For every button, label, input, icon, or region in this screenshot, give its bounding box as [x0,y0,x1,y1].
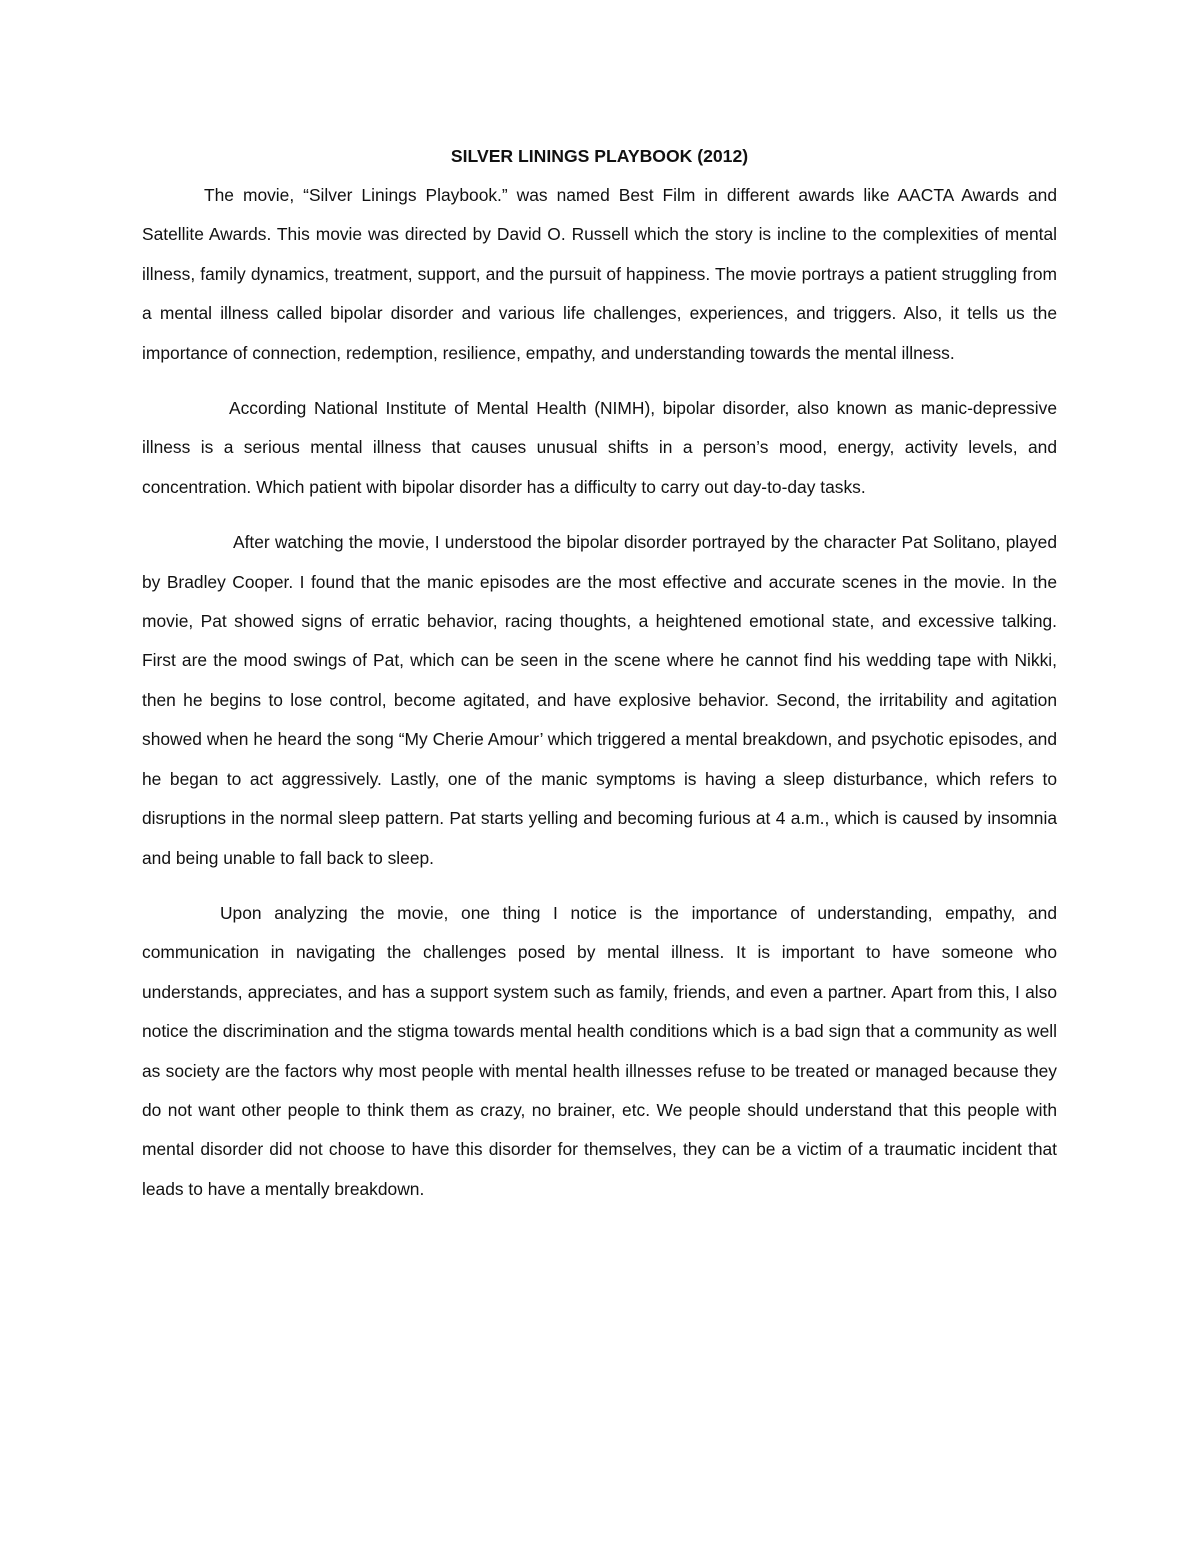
paragraph-analysis: After watching the movie, I understood the bipolar disorder portrayed by the character Pat Solitano, played by Bradley Cooper. I found that the manic episodes are the most effective and accurate scenes in the movie. In the movie, Pat showed signs of erratic behavior, racing thoughts, a heightened emotional state, and excessive talking. First are the mood swings of Pat, which can be seen in the scene where he cannot find his wedding tape with Nikki, then he begins to lose control, become agitated, and have explosive behavior. Second, the irritability and agitation showed when he heard the song “My Cherie Amour’ which triggered a mental breakdown, and psychotic episodes, and he began to act aggressively. Lastly, one of the manic symptoms is having a sleep disturbance, which refers to disruptions in the normal sleep pattern. Pat starts yelling and becoming furious at 4 a.m., which is caused by insomnia and being unable to fall back to sleep. [142,532,1057,868]
document-body [142,137,1057,1209]
document-title: SILVER LININGS PLAYBOOK (2012) [450,146,749,166]
paragraph-introduction: The movie, “Silver Linings Playbook.” was named Best Film in different awards like AACTA Awards and Satellite Awards. This movie was directed by David O. Russell which the story is incline to the complexities of mental illness, family dynamics, treatment, support, and the pursuit of happiness. The movie portrays a patient struggling from a mental illness called bipolar disorder and various life challenges, experiences, and triggers. Also, it tells us the importance of connection, redemption, resilience, empathy, and understanding towards the mental illness. [142,185,1057,363]
paragraph-definition: According National Institute of Mental Health (NIMH), bipolar disorder, also known as manic-depressive illness is a serious mental illness that causes unusual shifts in a person’s mood, energy, activity levels, and concentration. Which patient with bipolar disorder has a difficulty to carry out day-to-day tasks. [142,398,1057,497]
paragraph-reflection: Upon analyzing the movie, one thing I notice is the importance of understanding, empathy, and communication in navigating the challenges posed by mental illness. It is important to have someone who understands, appreciates, and has a support system such as family, friends, and even a partner. Apart from this, I also notice the discrimination and the stigma towards mental health conditions which is a bad sign that a community as well as society are the factors why most people with mental health illnesses refuse to be treated or managed because they do not want other people to think them as crazy, no brainer, etc. We people should understand that this people with mental disorder did not choose to have this disorder for themselves, they can be a victim of a traumatic incident that leads to have a mentally breakdown. [142,902,1057,1199]
